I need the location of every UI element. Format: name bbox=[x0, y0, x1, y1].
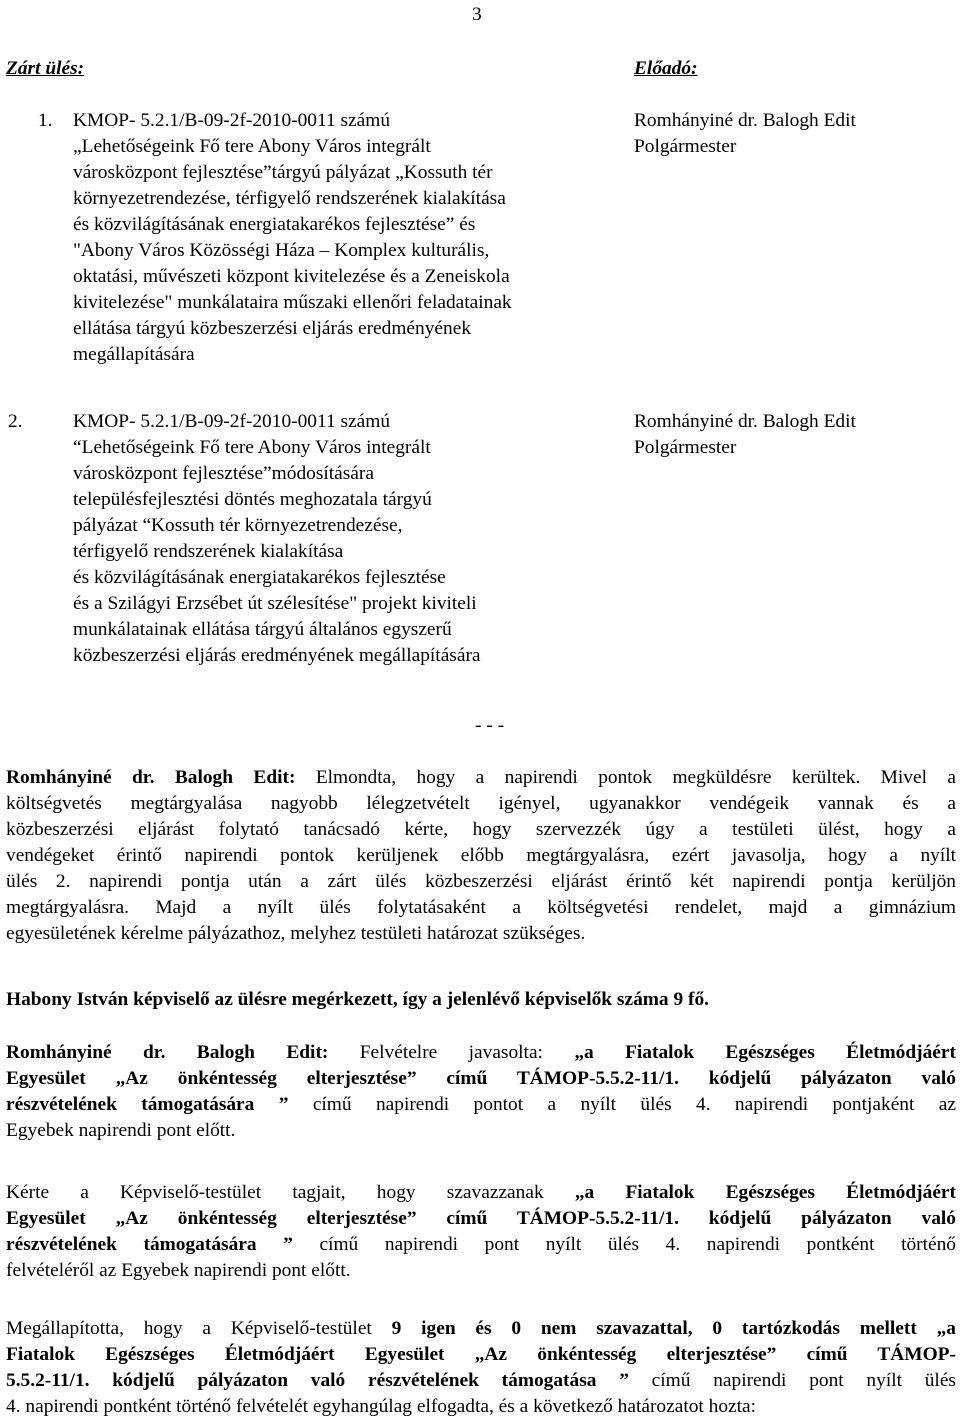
title-line: munkálatainak ellátása tárgyú általános egyszerű bbox=[73, 619, 452, 640]
title-line: “Lehetőségeink Fő tere Abony Város integrált bbox=[73, 437, 431, 458]
minutes-paragraph bbox=[6, 765, 956, 947]
paragraph-line: részvételének támogatására ” című napirendi pont nyílt ülés 4. napirendi pontként történő bbox=[6, 1234, 956, 1255]
title-line: városközpont fejlesztése”tárgyú pályázat „Kossuth tér bbox=[73, 162, 493, 183]
section-heading: Zárt ülés: bbox=[6, 58, 85, 79]
agenda-item-number: 2. bbox=[8, 411, 23, 432]
title-line: "Abony Város Közösségi Háza – Komplex kulturális, bbox=[73, 240, 490, 261]
paragraph-line: vendégeket érintő napirendi pontok kerüljenek előbb megtárgyalásra, ezért javasolja, hogy a nyílt bbox=[6, 845, 956, 866]
title-line: és a Szilágyi Erzsébet út szélesítése" projekt kiviteli bbox=[73, 593, 477, 614]
paragraph-line: 4. napirendi pontként történő felvételét egyhangúlag elfogadta, és a következő határozatot hozta: bbox=[6, 1396, 757, 1417]
title-line: településfejlesztési döntés meghozatala tárgyú bbox=[73, 489, 432, 510]
paragraph-line: Romhányiné dr. Balogh Edit: Elmondta, hogy a napirendi pontok megküldésre kerültek. Mivel a bbox=[6, 767, 956, 788]
title-line: oktatási, művészeti központ kivitelezése és a Zeneiskola bbox=[73, 266, 510, 287]
title-line: és közvilágításának energiatakarékos fejlesztése” és bbox=[73, 214, 476, 235]
agenda-item-number: 1. bbox=[38, 110, 53, 131]
paragraph-line: Egyebek napirendi pont előtt. bbox=[6, 1120, 236, 1141]
paragraph-line: egyesületének kérelme pályázathoz, melyhez testületi határozat szükséges. bbox=[6, 923, 586, 944]
minutes-paragraph bbox=[6, 1316, 956, 1420]
paragraph-line: Fiatalok Egészséges Életmódjáért Egyesület „Az önkéntesség elterjesztése” című TÁMOP- bbox=[6, 1344, 956, 1365]
presenter-title: Polgármester bbox=[634, 437, 737, 458]
title-line: KMOP- 5.2.1/B-09-2f-2010-0011 számú bbox=[73, 411, 391, 432]
title-line: pályázat “Kossuth tér környezetrendezése, bbox=[73, 515, 403, 536]
paragraph-line: felvételéről az Egyebek napirendi pont előtt. bbox=[6, 1260, 351, 1281]
presenter-heading: Előadó: bbox=[634, 58, 698, 79]
title-line: környezetrendezése, térfigyelő rendszerének kialakítása bbox=[73, 188, 506, 209]
title-line: „Lehetőségeink Fő tere Abony Város integrált bbox=[73, 136, 431, 157]
presenter-name: Romhányiné dr. Balogh Edit bbox=[634, 411, 856, 432]
title-line: ellátása tárgyú közbeszerzési eljárás eredményének bbox=[73, 318, 472, 339]
agenda-item-title bbox=[73, 409, 633, 669]
title-line: és közvilágításának energiatakarékos fejlesztése bbox=[73, 567, 446, 588]
title-line: kivitelezése" munkálataira műszaki ellenőri feladatainak bbox=[73, 292, 512, 313]
paragraph-line: részvételének támogatására ” című napirendi pontot a nyílt ülés 4. napirendi pontjaként az bbox=[6, 1094, 956, 1115]
page-number: 3 bbox=[472, 4, 482, 25]
title-line: térfigyelő rendszerének kialakítása bbox=[73, 541, 344, 562]
paragraph-line: 5.5.2-11/1. kódjelű pályázaton való részvételének támogatása ” című napirendi pont nyílt ülés bbox=[6, 1370, 956, 1391]
paragraph-line: Egyesület „Az önkéntesség elterjesztése” című TÁMOP-5.5.2-11/1. kódjelű pályázaton való bbox=[6, 1208, 956, 1229]
title-line: KMOP- 5.2.1/B-09-2f-2010-0011 számú bbox=[73, 110, 391, 131]
section-separator: - - - bbox=[475, 715, 505, 736]
minutes-paragraph bbox=[6, 1040, 956, 1144]
paragraph-line: Kérte a Képviselő-testület tagjait, hogy szavazzanak „a Fiatalok Egészséges Életmódjáért bbox=[6, 1182, 956, 1203]
paragraph-line: ülés 2. napirendi pontja után a zárt ülés közbeszerzési eljárást érintő két napirendi pontja kerüljön bbox=[6, 871, 956, 892]
paragraph-line: költségvetés megtárgyalása nagyobb lélegzetvételt igényel, ugyanakkor vendégeik vannak és a bbox=[6, 793, 956, 814]
paragraph-line: Egyesület „Az önkéntesség elterjesztése” című TÁMOP-5.5.2-11/1. kódjelű pályázaton való bbox=[6, 1068, 956, 1089]
title-line: megállapítására bbox=[73, 344, 195, 365]
title-line: közbeszerzési eljárás eredményének megállapítására bbox=[73, 645, 481, 666]
agenda-item-presenter bbox=[634, 409, 954, 461]
minutes-paragraph bbox=[6, 1180, 956, 1284]
title-line: városközpont fejlesztése”módosítására bbox=[73, 463, 374, 484]
presenter-name: Romhányiné dr. Balogh Edit bbox=[634, 110, 856, 131]
presenter-title: Polgármester bbox=[634, 136, 737, 157]
paragraph-line: Romhányiné dr. Balogh Edit: Felvételre javasolta: „a Fiatalok Egészséges Életmódjáért bbox=[6, 1042, 956, 1063]
speaker-name: Romhányiné dr. Balogh Edit: bbox=[6, 1042, 329, 1063]
attendance-note: Habony István képviselő az ülésre megérkezett, így a jelenlévő képviselők száma 9 fő. bbox=[6, 989, 710, 1010]
paragraph-line: megtárgyalásra. Majd a nyílt ülés folytatásaként a költségvetési rendelet, majd a gimnázium bbox=[6, 897, 956, 918]
paragraph-line: közbeszerzési eljárást folytató tanácsadó kérte, hogy szervezzék úgy a testületi ülést, hogy a bbox=[6, 819, 956, 840]
agenda-item-title bbox=[73, 108, 628, 368]
paragraph-line: Megállapította, hogy a Képviselő-testület 9 igen és 0 nem szavazattal, 0 tartózkodás mellett „a bbox=[6, 1318, 956, 1339]
agenda-item-presenter bbox=[634, 108, 954, 160]
speaker-name: Romhányiné dr. Balogh Edit: bbox=[6, 767, 296, 788]
